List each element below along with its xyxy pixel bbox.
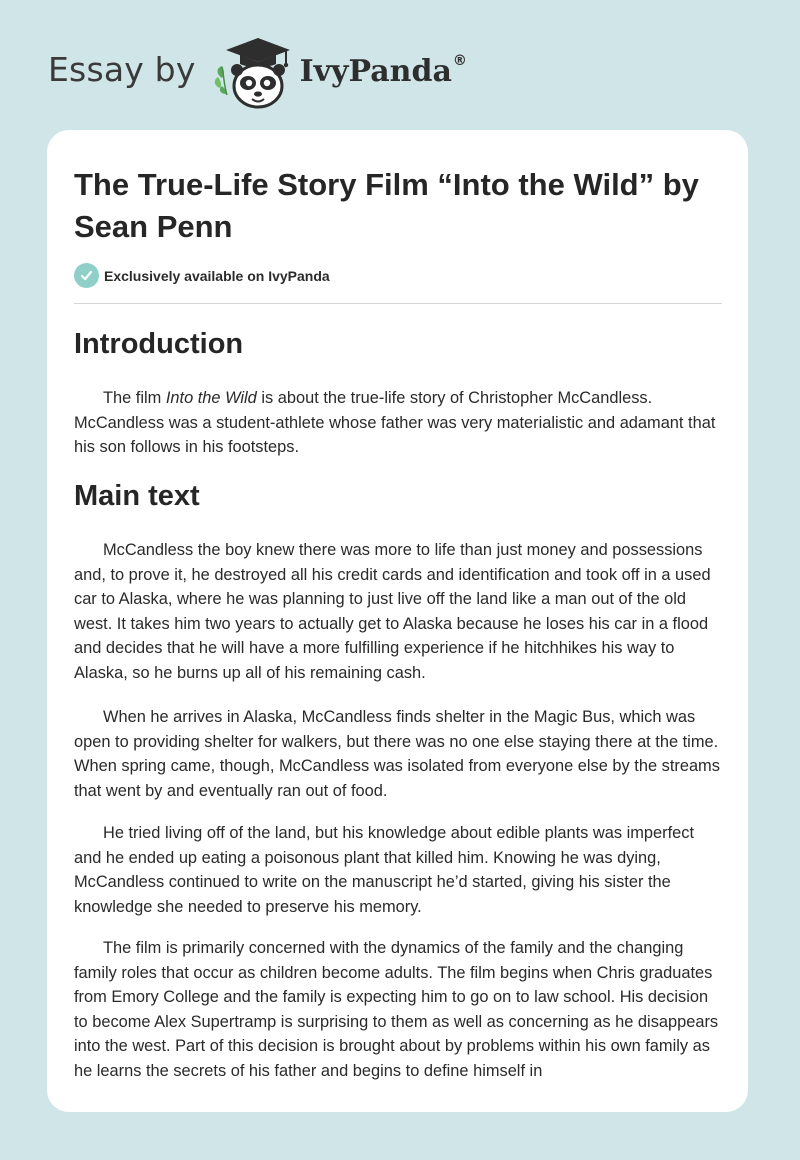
brand-name xyxy=(300,53,467,89)
body-paragraph: He tried living off of the land, but his knowledge about edible plants was imperfect and he ended up eating a poisonous plant that killed him. Knowing he was dying, McCandless continued to write on the manuscript he’d started, giving his sister the knowledge she needed to preserve his memory. xyxy=(74,824,695,916)
page-title: The True-Life Story Film “Into the Wild” by Sean Penn xyxy=(74,167,699,244)
body-paragraph: When he arrives in Alaska, McCandless finds shelter in the Magic Bus, which was open to providing shelter for walkers, but there was no one else staying there at the time. When spring came, though, McCandless was isolated from everyone else by the streams that went by and eventually ran out of food. xyxy=(74,708,720,800)
body-paragraph: The film is primarily concerned with the dynamics of the family and the changing family roles that occur as children become adults. The film begins when Chris graduates from Emory College and the family is expecting him to go on to law school. His decision to become Alex Supertramp is surprising to them as well as concerning as he disappears into the west. Part of this decision is brought about by problems within his own family as he learns the secrets of his father and begins to define himself in xyxy=(74,939,719,1080)
exclusive-badge-label: Exclusively available on IvyPanda xyxy=(104,267,330,284)
brand-text: IvyPanda xyxy=(299,54,452,89)
intro-text-after: is about the true-life story of Christopher McCandless. McCandless was a student-athlete whose father was very materialistic and adamant that his son follows in his footsteps. xyxy=(74,389,716,457)
section-heading-main-text: Main text xyxy=(74,480,200,512)
site-header-logo[interactable] xyxy=(48,34,467,110)
divider xyxy=(74,303,722,304)
ivy-leaf-icon xyxy=(214,66,226,95)
intro-text-before: The film xyxy=(103,389,166,407)
essay-by-label: Essay by xyxy=(48,49,196,89)
intro-paragraph xyxy=(74,386,722,460)
panda-logo-icon xyxy=(212,34,294,110)
body-paragraph: McCandless the boy knew there was more to life than just money and possessions and, to prove it, he destroyed all his credit cards and identification and took off in a used car to Alaska, where he was planning to just live off the land like a man out of the old west. It takes him two years to actually get to Alaska because he loses his car in a flood and decides that he will have a more fulfilling experience if he hitchhikes his way to Alaska, so he burns up all of his remaining cash. xyxy=(74,541,711,682)
registered-mark: ® xyxy=(452,53,467,69)
film-title-italic: Into the Wild xyxy=(165,389,257,407)
essay-card xyxy=(47,130,748,1112)
graduation-cap-icon xyxy=(226,38,290,67)
exclusive-badge xyxy=(74,263,330,288)
section-heading-introduction: Introduction xyxy=(74,328,244,360)
check-icon xyxy=(74,263,99,288)
